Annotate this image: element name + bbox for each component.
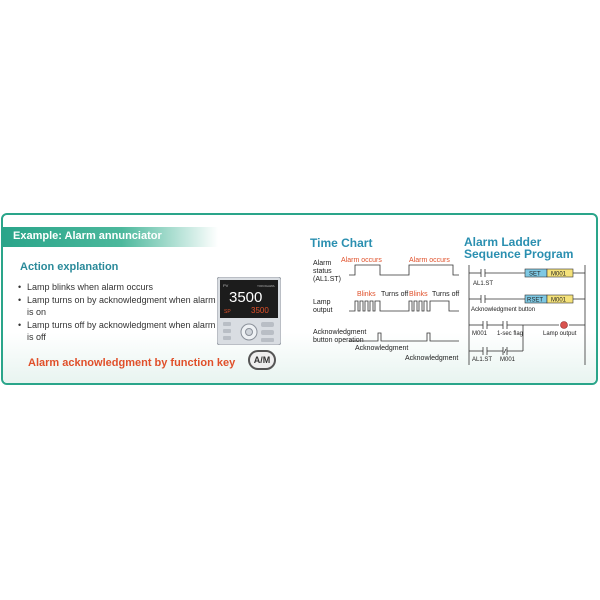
pv-label: PV bbox=[223, 283, 229, 288]
ack-caption: Alarm acknowledgment by function key bbox=[28, 357, 236, 369]
rung2-contact-label: Acknowledgment button bbox=[471, 307, 536, 313]
ack-button-row-label: Acknowledgment button operation bbox=[313, 329, 367, 344]
alarm-occurs-label: Alarm occurs bbox=[341, 257, 382, 264]
device-brand: YOKOGAWA bbox=[257, 284, 275, 288]
alarm-status-row-label: Alarm status (AL1.ST) bbox=[313, 260, 342, 283]
list-item: • Lamp turns off by acknowledgment when alarm is off bbox=[17, 319, 217, 343]
blinks-label: Blinks bbox=[409, 291, 428, 298]
list-item: • Lamp blinks when alarm occurs bbox=[17, 281, 217, 293]
turns-off-label: Turns off bbox=[432, 291, 460, 298]
set-coil-op: SET bbox=[529, 271, 541, 278]
acknowledgment-label: Acknowledgment bbox=[405, 355, 459, 362]
lamp-output-row-label: Lamp output bbox=[313, 299, 333, 314]
rung3-contact-a-label: M001 bbox=[472, 331, 488, 337]
blinks-label: Blinks bbox=[357, 291, 376, 298]
sp-label: SP bbox=[224, 309, 231, 315]
pv-value: 3500 bbox=[229, 289, 263, 306]
rset-coil-op: RSET bbox=[527, 297, 544, 304]
sp-value: 3500 bbox=[251, 306, 269, 315]
alarm-annunciator-panel bbox=[1, 213, 598, 385]
rung3-contact-b-label: 1-sec flag bbox=[497, 331, 524, 337]
turns-off-label: Turns off bbox=[381, 291, 409, 298]
lamp-output-icon bbox=[561, 322, 568, 329]
time-chart-title: Time Chart bbox=[310, 236, 373, 250]
am-key-label: A/M bbox=[253, 355, 271, 365]
rung4-contact-b-label: M001 bbox=[500, 357, 516, 363]
rung1-contact-label: AL1.ST bbox=[473, 281, 494, 287]
rung3-output-label: Lamp output bbox=[543, 331, 577, 337]
ladder-diagram bbox=[3, 215, 600, 387]
ladder-title-line2: Sequence Program bbox=[464, 247, 574, 261]
rset-coil-reg: M001 bbox=[551, 297, 567, 304]
set-coil-reg: M001 bbox=[551, 271, 567, 278]
acknowledgment-label: Acknowledgment bbox=[355, 345, 409, 352]
action-explanation-title: Action explanation bbox=[20, 261, 119, 273]
list-item: • Lamp turns on by acknowledgment when alarm is on bbox=[17, 294, 217, 318]
banner-title: Example: Alarm annunciator bbox=[13, 230, 162, 242]
alarm-occurs-label: Alarm occurs bbox=[409, 257, 450, 264]
ladder-title-line1: Alarm Ladder bbox=[464, 235, 542, 249]
rung4-contact-a-label: AL1.ST bbox=[472, 357, 493, 363]
